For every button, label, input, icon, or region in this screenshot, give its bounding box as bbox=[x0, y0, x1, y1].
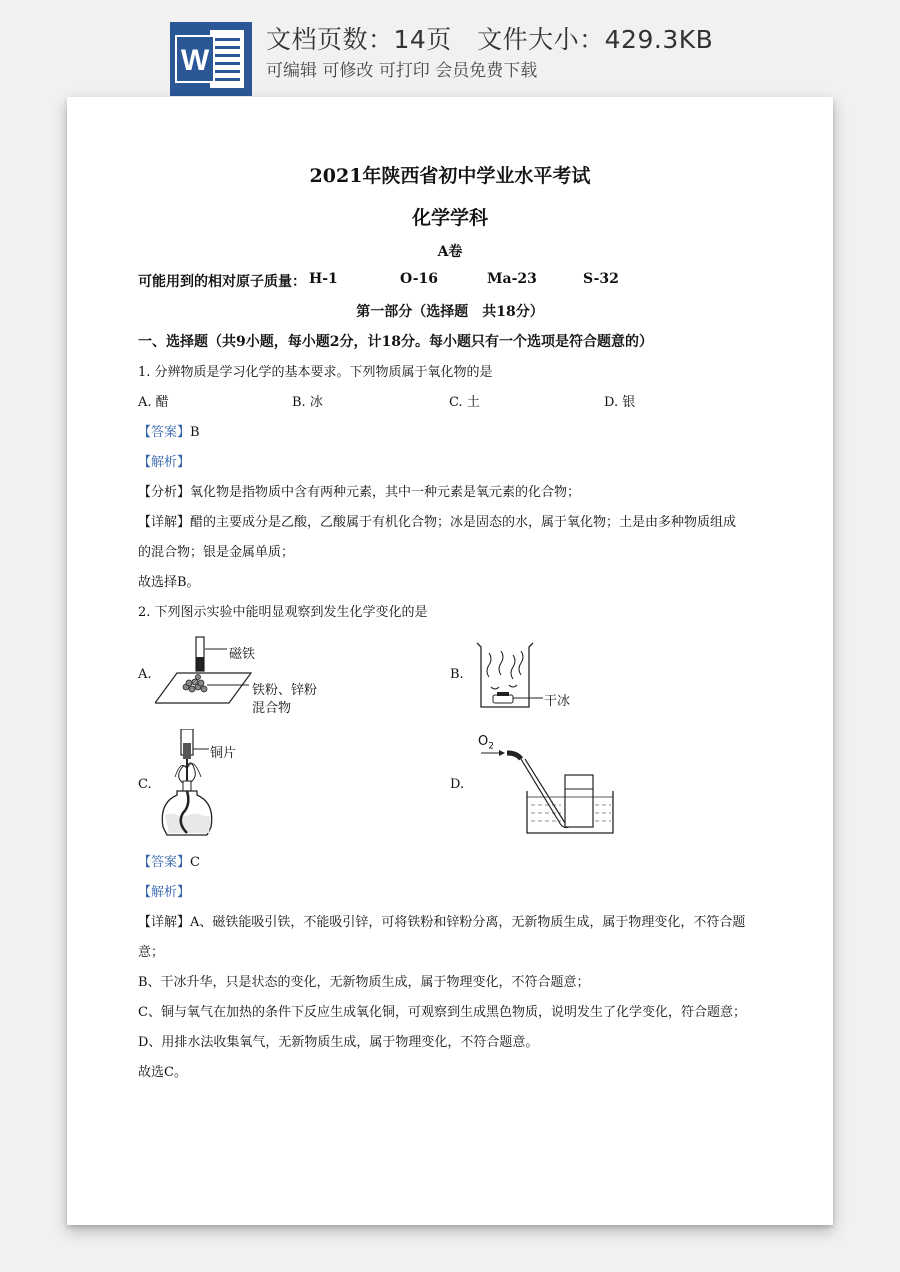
banner-file-info: 文档页数：14页 文件大小：429.3KB bbox=[266, 25, 714, 54]
q1-stem: 1. 分辨物质是学习化学的基本要求。下列物质属于氧化物的是 bbox=[138, 365, 493, 380]
section-title: 一、选择题（共9小题，每小题2分，计18分。每小题只有一个选项是符合题意的） bbox=[138, 334, 653, 350]
detail-tag: 【详解】 bbox=[138, 915, 191, 930]
word-document-icon bbox=[170, 22, 252, 96]
q2-line-c: C、铜与氧气在加热的条件下反应生成氧化铜，可观察到生成黑色物质，说明发生了化学变化，符合题意； bbox=[138, 1005, 746, 1020]
q1-conclusion: 故选择B。 bbox=[138, 575, 200, 590]
download-banner bbox=[0, 0, 900, 96]
q2-conclusion: 故选C。 bbox=[138, 1065, 187, 1080]
document-page bbox=[67, 97, 833, 1225]
q2-answer bbox=[138, 851, 200, 870]
svg-text:W: W bbox=[180, 44, 210, 77]
q2-option-a: A. bbox=[138, 667, 152, 682]
oxygen-subscript: 2 bbox=[488, 741, 494, 752]
detail-text: A、磁铁能吸引铁，不能吸引锌，可将铁粉和锌粉分离，无新物质生成，属于物理变化，不符合题 bbox=[190, 915, 746, 930]
part-title: 第一部分（选择题 共18分） bbox=[356, 304, 544, 320]
q2-detail bbox=[138, 911, 745, 930]
detail-text: 醋的主要成分是乙酸，乙酸属于有机化合物；冰是固态的水，属于氧化物；土是由多种物质组成 bbox=[190, 515, 737, 530]
exam-volume: A卷 bbox=[437, 244, 463, 260]
q1-analysis-tag: 【解析】 bbox=[138, 455, 191, 470]
exam-subject: 化学学科 bbox=[411, 207, 488, 229]
mixture-label: 混合物 bbox=[252, 701, 292, 716]
q2-option-b: B. bbox=[450, 667, 464, 682]
q2-line-d: D、用排水法收集氧气，无新物质生成，属于物理变化，不符合题意。 bbox=[138, 1035, 539, 1050]
q1-option-d: D. 银 bbox=[604, 395, 636, 410]
magnet-label: 磁铁 bbox=[229, 647, 256, 662]
q1-answer-value: B bbox=[190, 425, 200, 440]
q2-answer-value: C bbox=[190, 855, 200, 870]
q2-analysis-tag: 【解析】 bbox=[138, 885, 191, 900]
q2-option-d: D. bbox=[450, 777, 465, 792]
water-displacement-figure bbox=[477, 749, 617, 837]
atomic-mass-na: Ma-23 bbox=[487, 271, 537, 287]
atomic-mass-o: O-16 bbox=[400, 271, 439, 287]
q1-option-a: A. 醋 bbox=[138, 395, 169, 410]
q2-line-b: B、干冰升华，只是状态的变化，无新物质生成，属于物理变化，不符合题意； bbox=[138, 975, 590, 990]
detail-tag: 【详解】 bbox=[138, 515, 191, 530]
q1-detail bbox=[138, 511, 736, 530]
atomic-mass-label: 可能用到的相对原子质量： bbox=[138, 274, 306, 290]
answer-tag: 【答案】 bbox=[138, 425, 191, 440]
atomic-mass-s: S-32 bbox=[583, 271, 619, 287]
fenxi-tag: 【分析】 bbox=[138, 485, 191, 500]
answer-tag: 【答案】 bbox=[138, 855, 191, 870]
q1-option-b: B. 冰 bbox=[292, 395, 323, 410]
exam-title: 2021年陕西省初中学业水平考试 bbox=[309, 165, 591, 187]
q1-fenxi bbox=[138, 481, 580, 500]
copper-label: 铜片 bbox=[210, 746, 237, 761]
oxygen-symbol: O bbox=[478, 734, 489, 749]
q1-answer bbox=[138, 421, 200, 440]
fenxi-text: 氧化物是指物质中含有两种元素，其中一种元素是氧元素的化合物； bbox=[190, 485, 581, 500]
q1-option-c: C. 土 bbox=[449, 395, 480, 410]
q2-option-c: C. bbox=[138, 777, 152, 792]
q1-detail-cont: 的混合物；银是金属单质； bbox=[138, 545, 295, 560]
atomic-mass-h: H-1 bbox=[309, 271, 338, 287]
banner-features: 可编辑 可修改 可打印 会员免费下载 bbox=[266, 61, 538, 81]
q2-detail-cont: 意； bbox=[138, 945, 165, 960]
dry-ice-label: 干冰 bbox=[544, 694, 571, 709]
powder-label: 铁粉、锌粉 bbox=[252, 683, 318, 698]
q2-stem: 2. 下列图示实验中能明显观察到发生化学变化的是 bbox=[138, 605, 428, 620]
